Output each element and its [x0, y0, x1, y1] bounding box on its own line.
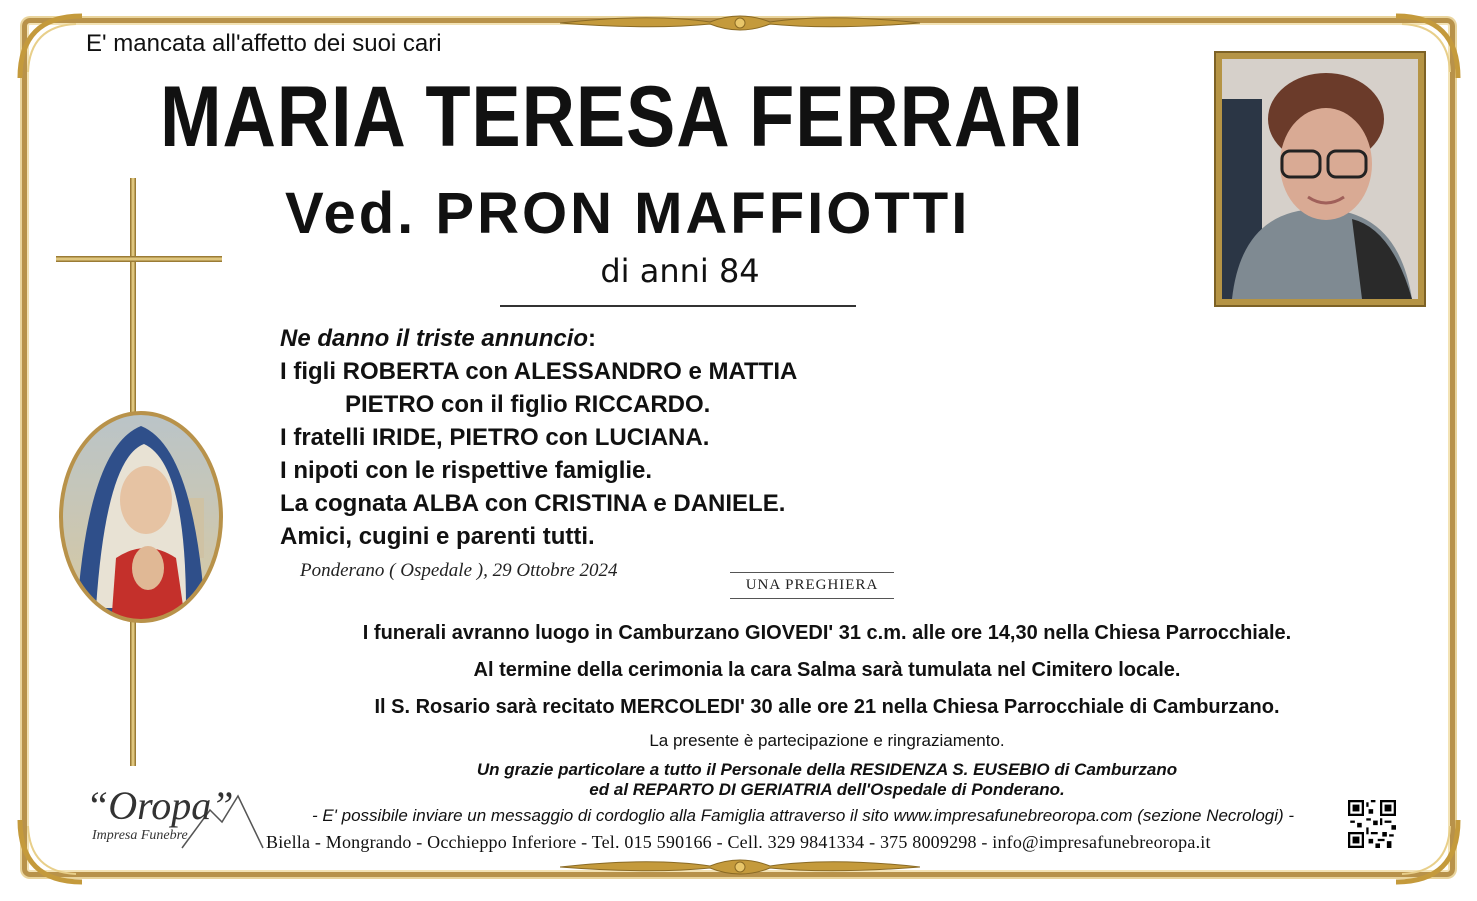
thanks-line: ed al REPARTO DI GERIATRIA dell'Ospedale di Ponderano.	[589, 780, 1065, 799]
place-date: Ponderano ( Ospedale ), 29 Ottobre 2024	[300, 560, 618, 581]
intro-text: E' mancata all'affetto dei suoi cari	[86, 30, 442, 57]
madonna-image	[56, 408, 226, 626]
qr-code-icon[interactable]	[1348, 800, 1396, 848]
deceased-name: MARIA TERESA FERRARI	[160, 69, 1084, 165]
thanks-line: Un grazie particolare a tutto il Personale della RESIDENZA S. EUSEBIO di Camburzano	[476, 760, 1178, 779]
deceased-married-name: Ved. PRON MAFFIOTTI	[285, 181, 971, 246]
corner-ornament-bottom-left	[16, 816, 86, 886]
participation-note: La presente è partecipazione e ringraziamento.	[649, 731, 1005, 750]
contact-line: Biella - Mongrando - Occhieppo Inferiore - Tel. 015 590166 - Cell. 329 9841334 - 375 8009298 - info@impresafunebreoropa.it	[266, 832, 1211, 852]
corner-ornament-bottom-right	[1392, 816, 1462, 886]
announce-text: Ne danno il triste annuncio	[280, 325, 589, 352]
company-logo: “Oropa”	[86, 783, 234, 828]
condolence-message: - E' possibile inviare un messaggio di cordoglio alla Famiglia attraverso il sito www.impresafunebreoropa.com (sezione Necrologi) -	[311, 806, 1295, 825]
announce-colon: :	[588, 325, 597, 352]
top-ornament	[560, 8, 920, 38]
family-line: I fratelli IRIDE, PIETRO con LUCIANA.	[280, 424, 710, 451]
prayer-label: UNA PREGHIERA	[730, 572, 894, 599]
corner-ornament-top-left	[16, 12, 86, 82]
bottom-ornament	[560, 852, 920, 882]
company-logo-subtitle: Impresa Funebre	[92, 828, 188, 843]
family-line: La cognata ALBA con CRISTINA e DANIELE.	[280, 490, 786, 517]
funeral-info: I funerali avranno luogo in Camburzano GIOVEDI' 31 c.m. alle ore 14,30 nella Chiesa Parrocchiale.	[362, 622, 1292, 644]
family-line: Amici, cugini e parenti tutti.	[280, 523, 595, 550]
family-announcement	[280, 322, 797, 553]
rosary-info: Il S. Rosario sarà recitato MERCOLEDI' 30 alle ore 21 nella Chiesa Parrocchiale di Camburzano.	[374, 696, 1280, 718]
divider	[500, 305, 856, 307]
thanks-text	[262, 760, 1392, 800]
burial-info: Al termine della cerimonia la cara Salma sarà tumulata nel Cimitero locale.	[473, 659, 1181, 681]
family-line: I figli ROBERTA con ALESSANDRO e MATTIA	[280, 358, 798, 385]
family-line: I nipoti con le rispettive famiglie.	[280, 457, 653, 484]
announce-line	[280, 322, 797, 355]
family-line: PIETRO con il figlio RICCARDO.	[345, 391, 711, 418]
age-text: di anni 84	[600, 252, 760, 290]
portrait-photo	[1216, 53, 1424, 305]
